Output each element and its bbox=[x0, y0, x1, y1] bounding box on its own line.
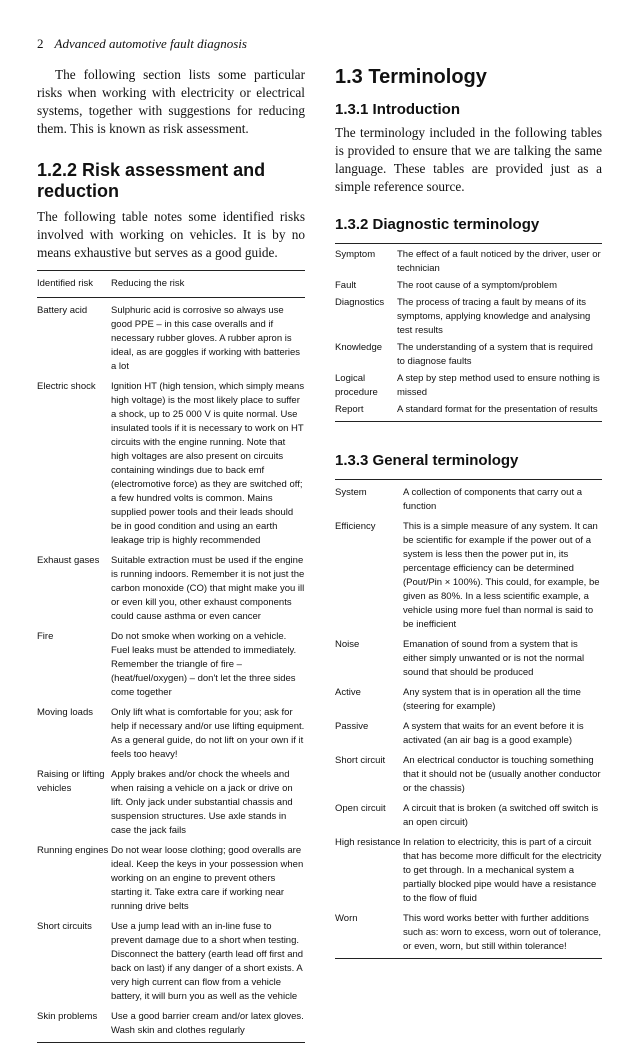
gen-row-text: This is a simple measure of any system. It can be scientific for example if the power out of a system is less then the power put in, its percentage efficiency can be determined (Pout/Pin × 100%). This could, for example, be given as 80%. In a less scientific example, a vehicle using more fuel than normal is said to be inefficient bbox=[403, 521, 600, 630]
diag-row-term: Report bbox=[335, 404, 364, 415]
book-title: Advanced automotive fault diagnosis bbox=[54, 36, 247, 51]
gen-row bbox=[335, 680, 602, 714]
gen-row-text: Emanation of sound from a system that is either simply unwanted or is not the normal sound that should be produced bbox=[403, 639, 585, 678]
diag-row-text: The root cause of a symptom/problem bbox=[397, 280, 557, 291]
diag-row-term: Diagnostics bbox=[335, 297, 385, 308]
gen-row bbox=[335, 796, 602, 830]
gen-row-term: Worn bbox=[335, 913, 358, 924]
gen-heading: 1.3.3 General terminology bbox=[335, 452, 519, 469]
risk-row-term: Skin problems bbox=[37, 1011, 98, 1022]
risk-row-text: Use a jump lead with an in-line fuse to prevent damage due to a short when testing. Disconnect the battery (earth lead off first and back on last) if any danger of a short exists. A very high current can flow from a vehicle battery, it will burn you as well as the vehicle bbox=[111, 921, 304, 1002]
gen-row-text: A collection of components that carry out a function bbox=[403, 487, 583, 512]
risk-row-text: Do not wear loose clothing; good overalls are ideal. Keep the keys in your possession when working on an engine to prevent others starting it. Take extra care if working near running drive belts bbox=[111, 845, 304, 912]
gen-row-term: Short circuit bbox=[335, 755, 386, 766]
risk-row-term: Fire bbox=[37, 631, 54, 642]
diag-row-term: Knowledge bbox=[335, 342, 383, 353]
diag-row bbox=[335, 338, 602, 369]
risk-row bbox=[37, 624, 305, 700]
gen-row bbox=[335, 748, 602, 796]
risk-row-term: Moving loads bbox=[37, 707, 93, 718]
diag-row-text: A standard format for the presentation of results bbox=[397, 404, 598, 415]
risk-row-text: Do not smoke when working on a vehicle. Fuel leaks must be attended to immediately. Remember the triangle of fire – (heat/fuel/oxygen) – don't let the three sides come together bbox=[111, 631, 297, 698]
gen-row bbox=[335, 514, 602, 632]
section-title: 1.3 Terminology bbox=[335, 66, 487, 88]
gen-row-text: In relation to electricity, this is part of a circuit that has become more difficult for the electricity to get through. In a mechanical system a partially blocked pipe would have a resistance to the flow of fluid bbox=[403, 837, 602, 904]
diag-row bbox=[335, 293, 602, 338]
diag-row-text: A step by step method used to ensure nothing is missed bbox=[397, 373, 600, 398]
gen-row-term: Efficiency bbox=[335, 521, 376, 532]
diag-row-text: The process of tracing a fault by means of its symptoms, applying knowledge and analysing test results bbox=[397, 297, 591, 336]
intro-body: The terminology included in the following tables is provided to ensure that we are talking the same language. These tables are provided just as a simple reference source. bbox=[335, 125, 602, 194]
col-header-risk: Identified risk bbox=[37, 278, 93, 289]
gen-row bbox=[335, 714, 602, 748]
risk-row-text: Only lift what is comfortable for you; ask for help if necessary and/or use lifting equipment. As a general guide, do not lift on your own if it feels too heavy! bbox=[111, 707, 305, 760]
gen-row-term: High resistance bbox=[335, 837, 401, 848]
gen-row-term: Open circuit bbox=[335, 803, 386, 814]
gen-row-text: Any system that is in operation all the time (steering for example) bbox=[403, 687, 581, 712]
risk-row-text: Suitable extraction must be used if the engine is running indoors. Remember it is not just the carbon monoxide (CO) that might make you ill or even kill you, other exhaust components could cause asthma or even cancer bbox=[111, 555, 305, 622]
gen-row bbox=[335, 830, 602, 906]
gen-row-text: A circuit that is broken (a switched off switch is an open circuit) bbox=[403, 803, 599, 828]
risk-row-term: Electric shock bbox=[37, 381, 96, 392]
page-number: 2 bbox=[37, 36, 44, 51]
risk-heading: 1.2.2 Risk assessment and reduction bbox=[37, 160, 266, 201]
left-column bbox=[37, 66, 305, 1043]
gen-row-text: An electrical conductor is touching something that it should not be (usually another conductor or the chassis) bbox=[403, 755, 601, 794]
risk-row bbox=[37, 700, 305, 762]
gen-row bbox=[335, 632, 602, 680]
diag-heading: 1.3.2 Diagnostic terminology bbox=[335, 216, 540, 233]
intro-paragraph: The following section lists some particular risks when working with electricity or electrical systems, together with suggestions for reducing them. This is known as risk assessment. bbox=[37, 67, 305, 136]
gen-row-text: A system that waits for an event before it is activated (an air bag is a good example) bbox=[403, 721, 584, 746]
gen-row bbox=[335, 906, 602, 954]
risk-row-text: Use a good barrier cream and/or latex gloves. Wash skin and clothes regularly bbox=[111, 1011, 304, 1036]
diag-row-term: Logical procedure bbox=[335, 373, 378, 398]
gen-table bbox=[335, 479, 602, 959]
risk-row bbox=[37, 838, 305, 914]
col-header-reduce: Reducing the risk bbox=[111, 278, 185, 289]
risk-row bbox=[37, 1004, 305, 1038]
risk-row-term: Running engines bbox=[37, 845, 109, 856]
risk-table bbox=[37, 270, 305, 1043]
risk-row-text: Apply brakes and/or chock the wheels and when raising a vehicle on a jack or drive on lift. Only jack under substantial chassis and suspension structures. Use axle stands in case the jack fails bbox=[111, 769, 293, 836]
diag-row bbox=[335, 400, 602, 417]
risk-row bbox=[37, 548, 305, 624]
gen-row-term: Noise bbox=[335, 639, 360, 650]
diag-row bbox=[335, 276, 602, 293]
gen-row-term: Passive bbox=[335, 721, 369, 732]
gen-row-term: System bbox=[335, 487, 367, 498]
running-header bbox=[37, 36, 247, 52]
diag-row-text: The effect of a fault noticed by the driver, user or technician bbox=[397, 249, 601, 274]
risk-row bbox=[37, 374, 305, 548]
intro-heading: 1.3.1 Introduction bbox=[335, 101, 461, 118]
diag-row bbox=[335, 369, 602, 400]
risk-row-term: Battery acid bbox=[37, 305, 88, 316]
risk-row-term: Raising or lifting vehicles bbox=[37, 769, 105, 794]
diag-row-term: Symptom bbox=[335, 249, 376, 260]
right-column bbox=[335, 66, 602, 959]
diag-row-term: Fault bbox=[335, 280, 357, 291]
risk-row-text: Ignition HT (high tension, which simply means high voltage) is the most likely place to suffer a shock, up to 25 000 V is quite normal. Use insulated tools if it is necessary to work on HT circuits with the engine running. Note that high voltages are also present on circuits containing windings due to back emf (electromotive force) as they are switched off; a few hundred volts is common. Mains supplied power tools and their leads should be in good condition and using an earth leakage trip is highly recommended bbox=[111, 381, 305, 546]
risk-row-text: Sulphuric acid is corrosive so always use good PPE – in this case overalls and if necessary rubber gloves. A rubber apron is ideal, as are goggles if working with batteries a lot bbox=[111, 305, 301, 372]
risk-row bbox=[37, 914, 305, 1004]
gen-row bbox=[335, 480, 602, 514]
diag-row-text: The understanding of a system that is required to diagnose faults bbox=[397, 342, 593, 367]
risk-row-term: Exhaust gases bbox=[37, 555, 100, 566]
diag-row bbox=[335, 244, 602, 276]
risk-row bbox=[37, 298, 305, 374]
gen-row-text: This word works better with further additions such as: worn to excess, worn out of tolerance, or even, worn, but still within tolerance! bbox=[403, 913, 602, 952]
diag-table bbox=[335, 243, 602, 422]
gen-row-term: Active bbox=[335, 687, 361, 698]
risk-row bbox=[37, 762, 305, 838]
risk-body: The following table notes some identified risks involved with working on vehicles. It is by no means exhaustive but serves as a good guide. bbox=[37, 209, 305, 260]
risk-row-term: Short circuits bbox=[37, 921, 92, 932]
